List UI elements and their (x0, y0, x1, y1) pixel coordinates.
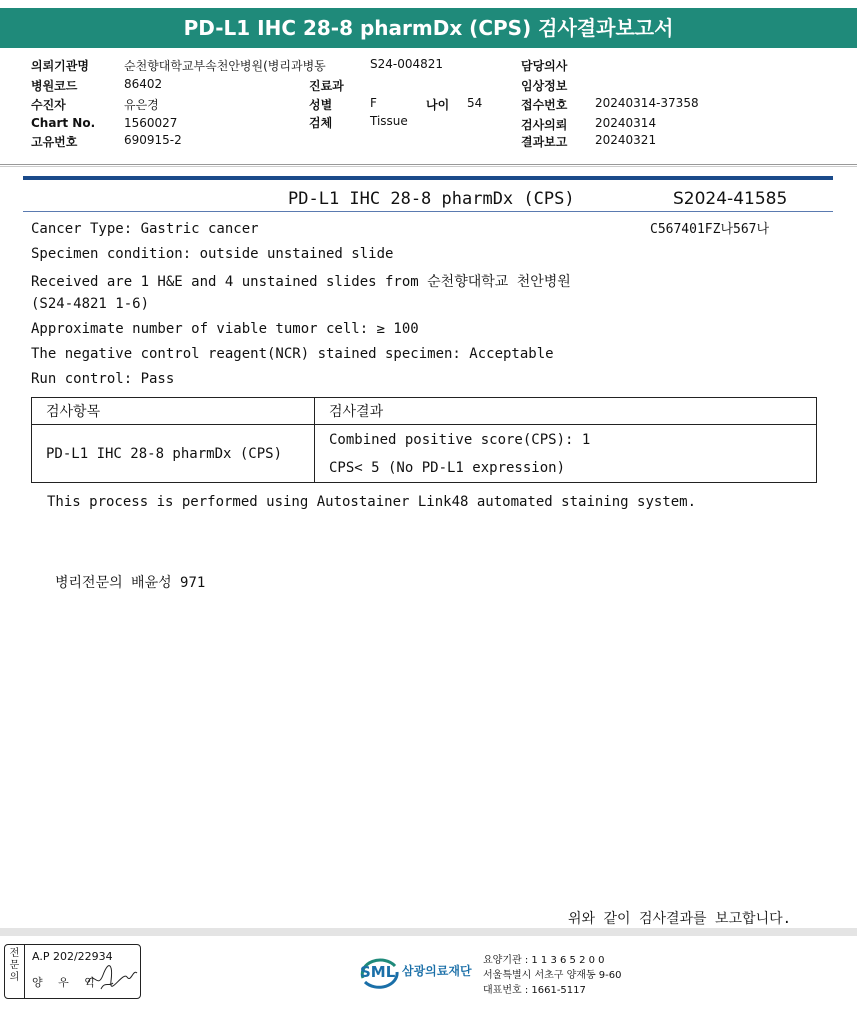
clinical-label: 임상정보 (521, 79, 568, 93)
specimen-condition-line: Specimen condition: outside unstained slide (31, 246, 394, 262)
cancer-type-line: Cancer Type: Gastric cancer (31, 221, 259, 237)
hospital-code-label: 병원코드 (31, 79, 78, 93)
process-note: This process is performed using Autostainer Link48 automated staining system. (47, 494, 697, 510)
result-value: 20240321 (595, 133, 657, 147)
ward-value: S24-004821 (370, 57, 444, 71)
dept-label: 진료과 (309, 79, 344, 93)
provider-number: 요양기관 : 1 1 3 6 5 2 0 0 (483, 955, 605, 966)
col-result-header: 검사결과 (315, 398, 817, 425)
report-sub-rule (23, 211, 833, 212)
chart-value: 1560027 (124, 116, 178, 130)
report-title: PD-L1 IHC 28-8 pharmDx (CPS) 검사결과보고서 (0, 8, 857, 48)
specimen-code: C567401FZ나567나 (650, 222, 770, 237)
sex-label: 성별 (309, 98, 333, 112)
cert-name: 양 우 익 (32, 976, 101, 989)
footer-band (0, 928, 857, 936)
ncr-line: The negative control reagent(NCR) stained specimen: Acceptable (31, 346, 554, 362)
cert-side-label (5, 945, 25, 998)
receipt-label: 접수번호 (521, 98, 568, 112)
signature-image (83, 961, 139, 993)
col-item-header: 검사항목 (32, 398, 315, 425)
chart-label: Chart No. (31, 116, 96, 130)
cps-interpretation: CPS< 5 (No PD-L1 expression) (329, 459, 566, 476)
doctor-label: 담당의사 (521, 59, 568, 73)
receipt-value: 20240314-37358 (595, 96, 699, 110)
header-divider (0, 164, 857, 165)
pathologist-sign: 병리전문의 배윤성 971 (55, 575, 206, 591)
specimen-value: Tissue (370, 114, 408, 128)
phone-line: 대표번호 : 1661-5117 (483, 985, 586, 996)
run-control-line: Run control: Pass (31, 371, 175, 387)
report-top-rule (23, 176, 833, 180)
report-id: S2024-41585 (673, 189, 788, 209)
test-item: PD-L1 IHC 28-8 pharmDx (CPS) (32, 425, 315, 483)
received-line: Received are 1 H&E and 4 unstained slides from 순천향대학교 천안병원 (31, 274, 571, 290)
logo-text: SML (360, 963, 396, 981)
unique-value: 690915-2 (124, 133, 182, 147)
table-header-row (32, 398, 817, 425)
sml-logo-icon (357, 952, 401, 992)
slide-ref-line: (S24-4821 1-6) (31, 296, 150, 312)
test-result (315, 425, 817, 483)
institution-label: 의뢰기관명 (31, 59, 89, 73)
cps-score: Combined positive score(CPS): 1 (329, 431, 591, 448)
footer-address (483, 953, 622, 998)
institution-value: 순천향대학교부속천안병원(병리과병동 (124, 59, 326, 73)
org-name: 삼광의료재단 (402, 964, 472, 978)
sex-value: F (370, 96, 377, 110)
patient-header (0, 54, 857, 160)
result-table (31, 397, 817, 483)
age-label: 나이 (426, 98, 450, 112)
request-value: 20240314 (595, 116, 657, 130)
patient-label: 수진자 (31, 98, 66, 112)
specialist-certificate (4, 944, 141, 999)
request-label: 검사의뢰 (521, 118, 568, 132)
result-label: 결과보고 (521, 135, 568, 149)
specimen-label: 검체 (309, 116, 333, 130)
table-row (32, 425, 817, 483)
patient-value: 유은경 (124, 98, 159, 112)
tumor-cell-line: Approximate number of viable tumor cell: ≥ 100 (31, 321, 419, 337)
cert-side-text: 전문의 (9, 948, 20, 983)
header-divider-light (0, 166, 857, 167)
hospital-code-value: 86402 (124, 77, 163, 91)
age-value: 54 (467, 96, 483, 110)
closing-statement: 위와 같이 검사결과를 보고합니다. (568, 911, 792, 927)
address-line: 서울특별시 서초구 양재동 9-60 (483, 970, 622, 981)
cert-license: A.P 202/22934 (32, 950, 113, 963)
unique-label: 고유번호 (31, 135, 78, 149)
test-title: PD-L1 IHC 28-8 pharmDx (CPS) (288, 189, 575, 209)
